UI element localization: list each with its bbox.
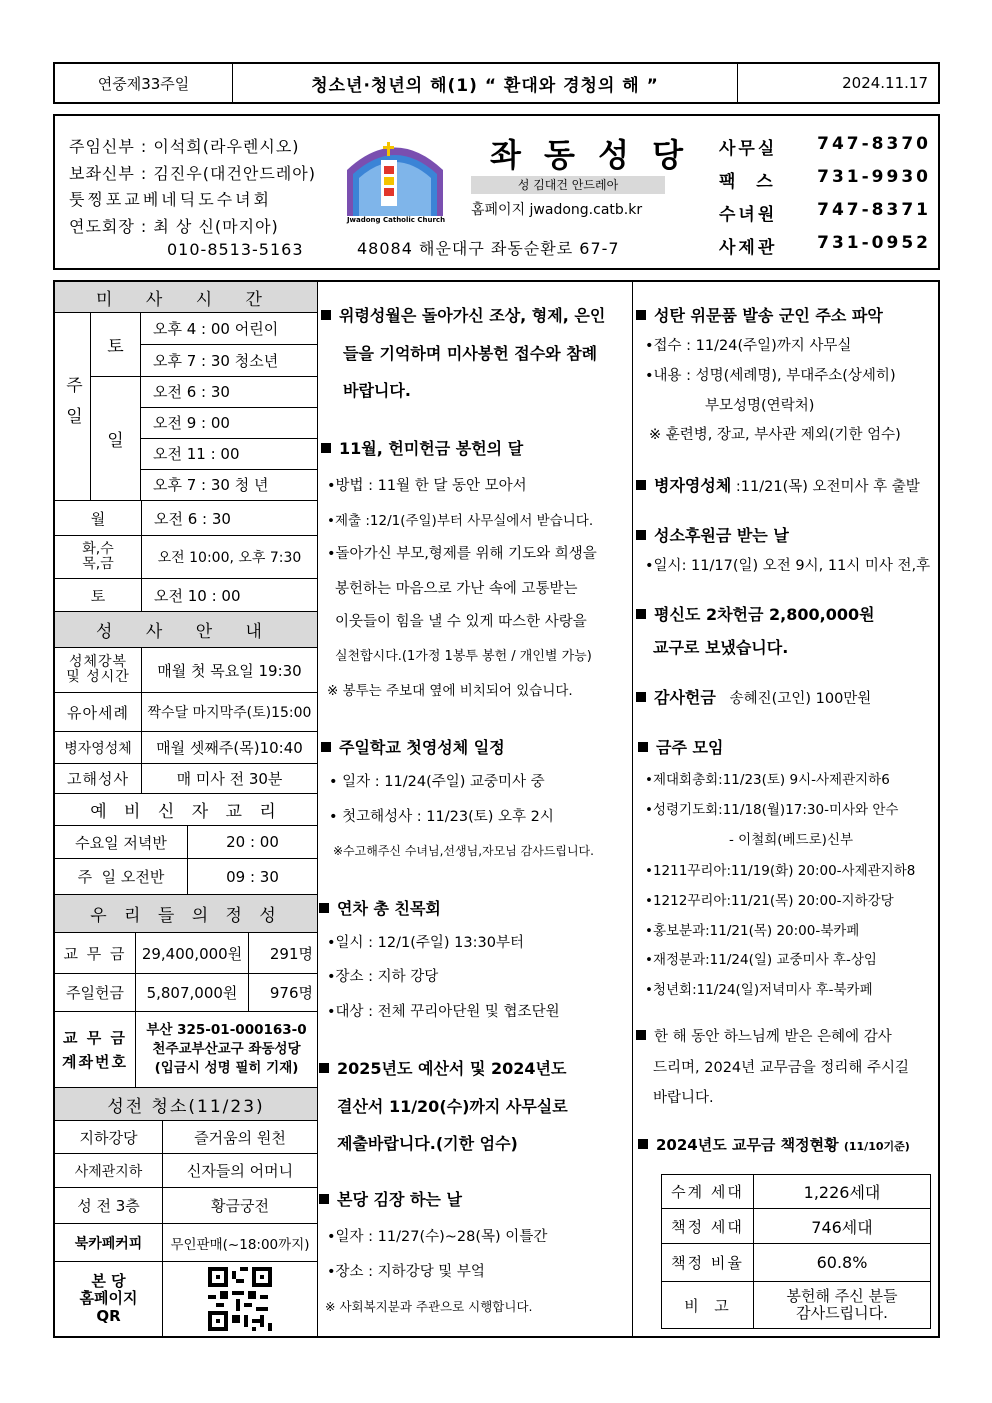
header — [53, 114, 940, 270]
assistant-priest: 보좌신부 : 김진우(대건안드레아) — [69, 164, 316, 183]
mass-times-title: 미 사 시 간 — [55, 282, 317, 313]
qr-code-icon — [208, 1267, 272, 1331]
notice-first-communion-title: 주일학교 첫영성체 일정 — [321, 738, 505, 757]
notice-vocation-title: 성소후원금 받는 날 — [636, 526, 789, 545]
top-bar — [53, 62, 940, 104]
sunday-mass-block — [55, 313, 317, 501]
mass-time-sun-4: 오후 7 : 30 청 년 — [153, 476, 269, 494]
theme-title: 청소년·청년의 해(1) “ 환대와 경청의 해 ” — [233, 64, 738, 102]
week-label: 연중제33주일 — [55, 64, 233, 102]
offering-row: 주일헌금 5,807,000원 976명 — [55, 974, 317, 1012]
sunday-day-label: 일 — [91, 377, 141, 500]
sisters: 툿찡포교베네딕도수녀회 — [69, 190, 273, 209]
catechumen-row: 주 일 오전반 09 : 30 — [55, 859, 317, 895]
homepage-url[interactable]: 홈페이지 jwadong.catb.kr — [471, 202, 643, 218]
account-info: 부산 325-01-000163-0 천주교부산교구 좌동성당 (입금시 성명 필히 기재) — [135, 1012, 317, 1087]
contact-fax: 팩 스 731-9930 — [719, 167, 931, 192]
cleaning-row: 북카페커피 무인판매(~18:00까지) — [55, 1224, 317, 1262]
logo-caption: Jwadong Catholic Church — [346, 216, 446, 224]
sacraments-title: 성 사 안 내 — [55, 612, 317, 648]
contact-office: 사무실 747-8370 — [719, 134, 931, 159]
mass-row-weekdays: 화,수 목,금 오전 10:00, 오후 7:30 — [55, 536, 317, 579]
mass-time-sun-1: 오전 6 : 30 — [141, 377, 317, 408]
catechumen-title: 예 비 신 자 교 리 — [55, 794, 317, 826]
mass-time-sun-2: 오전 9 : 00 — [141, 408, 317, 439]
notice-offering-title: 11월, 헌미헌금 봉헌의 달 — [321, 439, 523, 458]
qr-label: 본 당 홈페이지 QR — [79, 1272, 138, 1325]
contact-rectory: 사제관 731-0952 — [719, 233, 931, 258]
church-logo — [343, 130, 449, 224]
funeral-leader-phone: 010-8513-5163 — [167, 240, 304, 259]
sacrament-row: 고해성사 매 미사 전 30분 — [55, 764, 317, 794]
mass-time-sun-3: 오전 11 : 00 — [141, 439, 317, 470]
notice-meetings-title: 금주 모임 — [638, 738, 723, 757]
notice-second-collection: 평신도 2차헌금 2,800,000원 — [636, 605, 875, 624]
quota-table — [661, 1174, 931, 1329]
notice-annual-gathering-title: 연차 총 친목회 — [319, 899, 441, 918]
contact-convent: 수녀원 747-8371 — [719, 200, 931, 225]
cleaning-row: 성 전 3층 황금궁전 — [55, 1188, 317, 1224]
notice-kimchi-title: 본당 김장 하는 날 — [319, 1190, 462, 1209]
qr-row — [55, 1262, 317, 1336]
notice-military-title: 성탄 위문품 발송 군인 주소 파악 — [636, 306, 883, 325]
mass-row-saturday: 토 오전 10 : 00 — [55, 579, 317, 612]
church-address: 48084 해운대구 좌동순환로 67-7 — [357, 239, 620, 258]
sunday-label: 주일 — [55, 313, 91, 500]
account-row — [55, 1012, 317, 1088]
sacrament-row: 병자영성체 매월 셋째주(목)10:40 — [55, 732, 317, 764]
sacrament-row: 유아세례 짝수달 마지막주(토)15:00 — [55, 693, 317, 732]
account-label: 교 무 금 계좌번호 — [62, 1028, 128, 1071]
offering-row: 교 무 금 29,400,000원 291명 — [55, 933, 317, 974]
notice-all-souls: 위령성월은 돌아가신 조상, 형제, 은인 — [321, 306, 605, 325]
mass-row-monday: 월 오전 6 : 30 — [55, 501, 317, 536]
quota-row: 수계 세대 1,226세대 — [662, 1175, 930, 1209]
cleaning-row: 지하강당 즐거움의 원천 — [55, 1121, 317, 1154]
pastor: 주임신부 : 이석희(라우렌시오) — [69, 137, 300, 156]
quota-row: 책정 세대 746세대 — [662, 1209, 930, 1244]
funeral-leader: 연도회장 : 최 상 신(마지아) — [69, 217, 279, 236]
cleaning-title: 성전 청소(11/23) — [55, 1088, 317, 1121]
church-name: 좌 동 성 당 — [490, 136, 690, 174]
saturday-label: 토 — [91, 313, 141, 377]
qr-code[interactable] — [162, 1262, 317, 1336]
main-content: 미 사 시 간 주일 토 일 오후 4 : 00 어린이 오후 7 : 30 청소년 오전 6 : 30 오전 9 : 00 오전 11 : 00 오후 7 : 30 청 년 월 오전 6 : 30 화,수 목,금 오전 10:00, 오후 7:30 토 오전 10 : 00 성 사 안 내 성체강복 및 성시간 매월 첫 목요일 19:30 유아세례 짝수달 마지막주(토)15:00 병자영성체 매월 셋째주(목)10:40 고해성사 매 미사 전 30분 예 비 신 자 교 리 수요일 저녁반 20 : 00 주 일 오전반 09 : 30 우 리 들 의 정 성 교 무 금 29,400,000원 291명 주일헌금 5,807,000원 976명 교 무 금 계좌번호 부산 325-01-000163-0 천주교부산교구 좌동성당 (입금시 성명 필히 기재) 성전 청소(11/23) 지하강당 즐거움의 원천 사제관지하 신자들의 어머니 성 전 3층 황금궁전 북카페커피 무인판매(~18:00까지) 본 당 홈페이지 QR 위령성월은 돌아가신 조상, 형제, 은인 들을 기억하며 미사봉헌 접수와 참례 바랍니다. 11월, 헌미헌금 봉헌의 달 •방법 : 11월 한 달 동안 모아서 •제출 :12/1(주일)부터 사무실에서 받습니다. •돌아가신 부모,형제를 위해 기도와 희생을 봉헌하는 마음으로 가난 속에 고통받는 이웃들이 힘을 낼 수 있게 따스한 사랑을 실천합시다.(1가정 1봉투 봉헌 / 개인별 가능) ※ 봉투는 주보대 옆에 비치되어 있습니다. 주일학교 첫영성체 일정 • 일자 : 11/24(주일) 교중미사 중 • 첫고해성사 : 11/23(토) 오후 2시 ※수고해주신 수녀님,선생님,자모님 감사드립니다. 연차 총 친목회 •일시 : 12/1(주일) 13:30부터 •장소 : 지하 강당 •대상 : 전체 꾸리아단원 및 협조단원 2025년도 예산서 및 2024년도 결산서 11/20(수)까지 사무실로 제출바랍니다.(기한 엄수) 본당 김장 하는 날 •일자 : 11/27(수)~28(목) 이틀간 •장소 : 지하강당 및 부엌 ※ 사회복지분과 주관으로 시행합니다. 성탄 위문품 발송 군인 주소 파악 •접수 : 11/24(주일)까지 사무실 •내용 : 성명(세례명), 부대주소(상세히) 부모성명(연락처) ※ 훈련병, 장교, 부사관 제외(기한 엄수) 병자영성체 :11/21(목) 오전미사 후 출발 성소후원금 받는 날 •일시: 11/17(일) 오전 9시, 11시 미사 전,후 평신도 2차헌금 2,800,000원 교구로 보냈습니다. 감사헌금 송혜진(고인) 100만원 금주 모임 •제대회총회:11/23(토) 9시-사제관지하6 •성령기도회:11/18(월)17:30-미사와 안수 - 이철희(베드로)신부 •1211꾸리아:11/19(화) 20:00-사제관지하8 •1212꾸리아:11/21(목) 20:00-지하강당 •홍보분과:11/21(목) 20:00-북카페 •재정분과:11/24(일) 교중미사 후-상임 •청년회:11/24(일)저녁미사 후-북카페 한 해 동안 하느님께 받은 은혜에 감사 드리며, 2024년 교무금을 정리해 주시길 바랍니다. 2024년도 교무금 책정현황 (11/10기준) 수계 세대 1,226세대 책정 세대 746세대 책정 비율 60.8% 비 고 봉헌해 주신 분들 감사드립니다. — [53, 280, 940, 1338]
catechumen-row: 수요일 저녁반 20 : 00 — [55, 826, 317, 859]
quota-title: 2024년도 교무금 책정현황 (11/10기준) — [638, 1136, 910, 1154]
notice-budget: 2025년도 예산서 및 2024년도 — [319, 1059, 566, 1078]
quota-row: 비 고 봉헌해 주신 분들 감사드립니다. — [662, 1282, 930, 1328]
mass-time-sat-2: 오후 7 : 30 청소년 — [141, 345, 317, 377]
notice-sick-communion: 병자영성체 :11/21(목) 오전미사 후 출발 — [636, 476, 920, 496]
cleaning-row: 사제관지하 신자들의 어머니 — [55, 1154, 317, 1188]
sacrament-row: 성체강복 및 성시간 매월 첫 목요일 19:30 — [55, 648, 317, 693]
notice-tithe: 한 해 동안 하느님께 받은 은혜에 감사 — [636, 1029, 892, 1046]
quota-row: 책정 비율 60.8% — [662, 1244, 930, 1282]
bulletin-date: 2024.11.17 — [842, 74, 928, 92]
offering-title: 우 리 들 의 정 성 — [55, 895, 317, 933]
notice-thanks-offering: 감사헌금 송혜진(고인) 100만원 — [636, 688, 871, 708]
church-logo-icon — [343, 130, 449, 220]
mass-time-sat-1: 오후 4 : 00 어린이 — [141, 313, 317, 345]
patron-saint: 성 김대건 안드레아 — [471, 176, 665, 194]
